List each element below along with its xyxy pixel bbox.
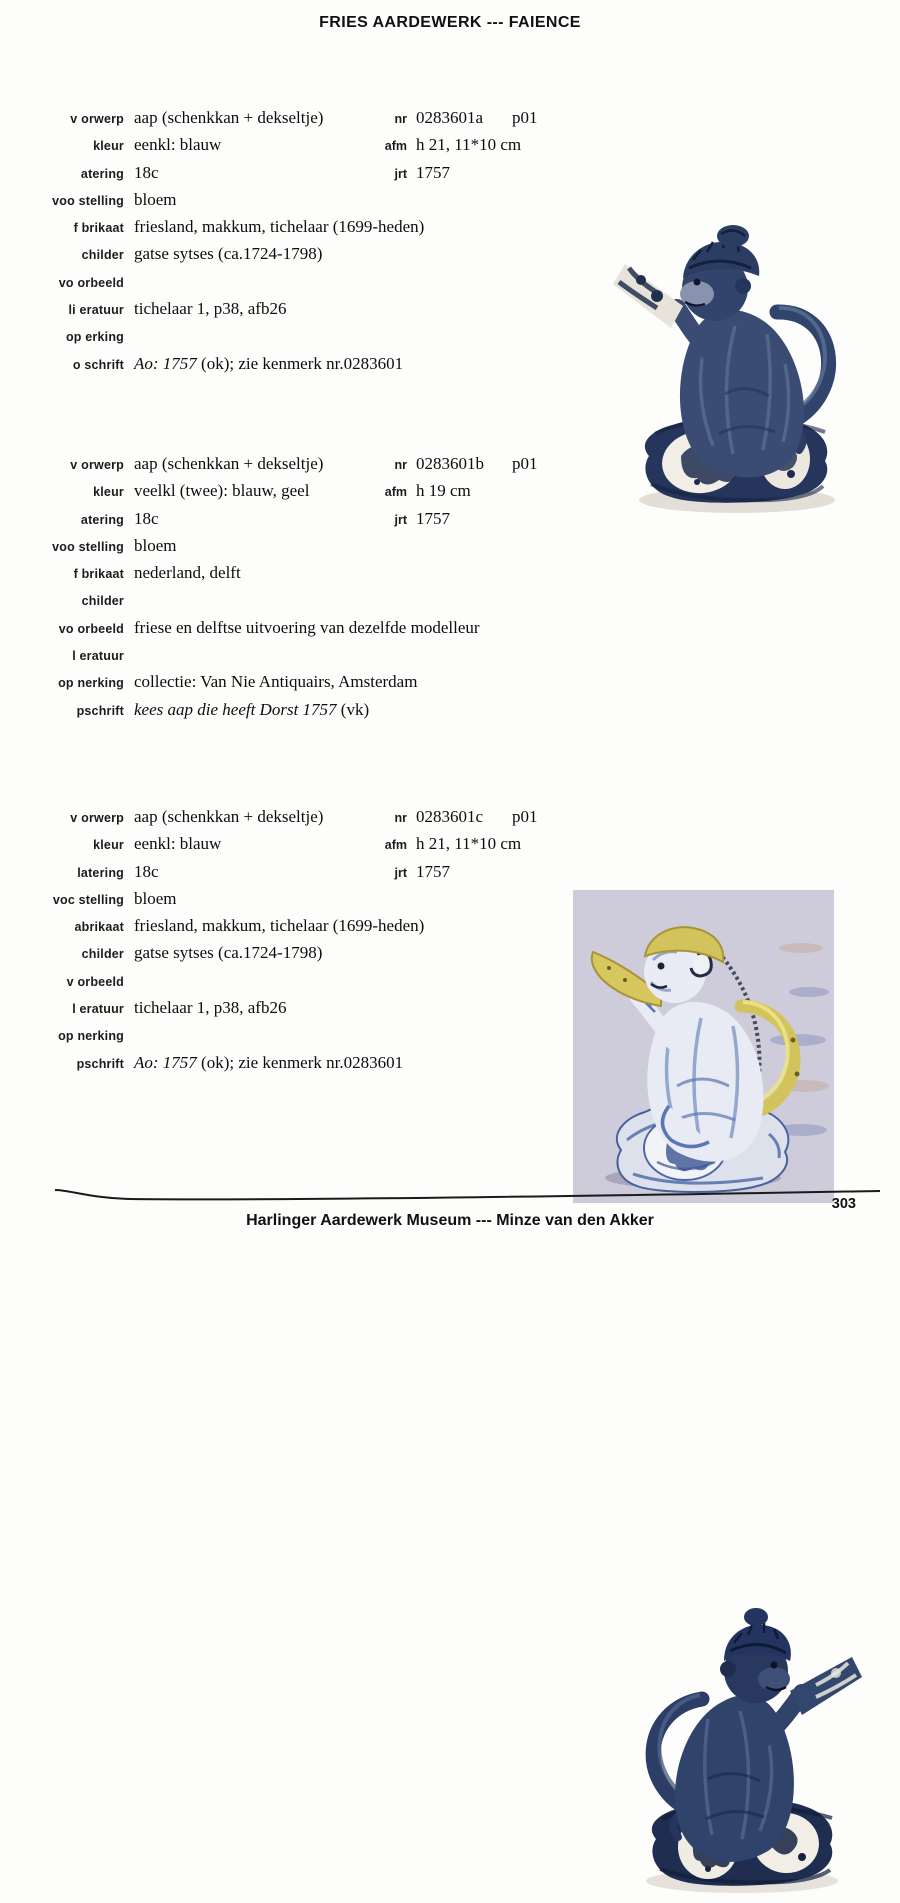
field-label: l eratuur — [72, 649, 124, 664]
field-label: li eratuur — [68, 303, 124, 318]
field-value: Ao: 1757 (ok); zie kenmerk nr.0283601 — [134, 353, 404, 373]
field-label: vo orbeeld — [58, 621, 124, 636]
field-row — [0, 994, 560, 1021]
meta-label: afm — [384, 485, 407, 500]
meta-row — [338, 803, 568, 830]
field-value: eenkl: blauw — [134, 834, 222, 854]
field-label: op nerking — [58, 676, 124, 691]
field-value-italic: kees aap die heeft Dorst 1757 — [134, 699, 337, 719]
field-row — [0, 912, 560, 939]
field-row — [0, 939, 560, 966]
field-value: eenkl: blauw — [134, 135, 222, 155]
catalog-entry-1 — [0, 104, 900, 434]
field-label: voc stelling — [52, 892, 124, 907]
meta-label: jrt — [394, 166, 407, 181]
field-row — [0, 614, 560, 641]
field-row — [0, 213, 560, 240]
field-row — [0, 696, 560, 723]
meta-row — [338, 450, 568, 477]
field-label: childer — [81, 248, 124, 263]
field-value: 18c — [134, 508, 159, 528]
field-label: kleur — [93, 139, 124, 154]
field-row — [0, 350, 560, 377]
meta-row — [338, 477, 568, 504]
field-label: f brikaat — [73, 567, 124, 582]
field-row — [0, 885, 560, 912]
page-title: FRIES AARDEWERK --- FAIENCE — [319, 14, 581, 31]
meta-row — [338, 104, 568, 131]
field-value: aap (schenkkan + dekseltje) — [134, 108, 324, 127]
field-value: gatse sytses (ca.1724-1798) — [134, 244, 323, 264]
field-label: o schrift — [72, 357, 124, 372]
field-value: 18c — [134, 861, 159, 881]
field-value: tichelaar 1, p38, afb26 — [134, 998, 287, 1018]
footer-rule — [0, 1178, 900, 1204]
field-label: atering — [80, 512, 124, 527]
field-label: v orbeeld — [66, 974, 124, 989]
field-value-italic: Ao: 1757 — [134, 1052, 197, 1072]
footer-text: Harlinger Aardewerk Museum --- Minze van den Akker — [246, 1212, 654, 1229]
meta-value: 1757 — [416, 162, 450, 182]
field-label: v orwerp — [70, 458, 124, 472]
meta-label: jrt — [394, 865, 407, 880]
field-value: friesland, makkum, tichelaar (1699-heden) — [134, 916, 425, 936]
catalog-entry-2 — [0, 450, 900, 780]
field-label: atering — [80, 166, 124, 181]
meta-label: nr — [394, 811, 407, 825]
field-label: latering — [77, 865, 124, 880]
meta-list — [338, 104, 568, 186]
field-row — [0, 967, 560, 994]
field-row — [0, 532, 560, 559]
field-value: friesland, makkum, tichelaar (1699-heden) — [134, 217, 425, 237]
field-row — [0, 240, 560, 267]
meta-value: 0283601b — [416, 454, 484, 473]
field-label: voo stelling — [52, 539, 124, 554]
field-label: pschrift — [76, 1056, 124, 1071]
catalog-entry-3 — [0, 803, 900, 1133]
meta-extra: p01 — [512, 807, 538, 826]
field-label: kleur — [93, 485, 124, 500]
field-value-italic: Ao: 1757 — [134, 353, 197, 373]
field-value: gatse sytses (ca.1724-1798) — [134, 943, 323, 963]
meta-value: h 21, 11*10 cm — [416, 135, 522, 155]
field-value: tichelaar 1, p38, afb26 — [134, 299, 287, 319]
field-row — [0, 268, 560, 295]
field-label: abrikaat — [74, 920, 124, 935]
meta-list — [338, 803, 568, 885]
field-label: v orwerp — [70, 112, 124, 126]
field-value: friese en delftse uitvoering van dezelfde modelleur — [134, 617, 480, 637]
meta-value: h 19 cm — [416, 481, 471, 501]
meta-extra: p01 — [512, 454, 538, 473]
meta-value: 1757 — [416, 861, 450, 881]
field-row — [0, 1049, 560, 1076]
field-row — [0, 668, 560, 695]
field-row — [0, 295, 560, 322]
field-label: vo orbeeld — [58, 275, 124, 290]
field-value: veelkl (twee): blauw, geel — [134, 481, 310, 501]
meta-label: afm — [384, 838, 407, 853]
meta-label: jrt — [394, 512, 407, 527]
field-row — [0, 1021, 560, 1048]
field-value: nederland, delft — [134, 563, 241, 583]
meta-row — [338, 858, 568, 885]
field-label: op erking — [65, 330, 124, 345]
field-label: childer — [81, 947, 124, 962]
field-row — [0, 322, 560, 349]
meta-extra: p01 — [512, 108, 538, 127]
meta-value: h 21, 11*10 cm — [416, 834, 522, 854]
meta-value: 1757 — [416, 508, 450, 528]
field-value: Ao: 1757 (ok); zie kenmerk nr.0283601 — [134, 1052, 404, 1072]
field-value: aap (schenkkan + dekseltje) — [134, 454, 324, 473]
meta-row — [338, 159, 568, 186]
field-row — [0, 641, 560, 668]
meta-row — [338, 505, 568, 532]
field-label: op nerking — [58, 1029, 124, 1044]
field-row — [0, 186, 560, 213]
field-value: bloem — [134, 888, 177, 908]
field-label: f brikaat — [73, 221, 124, 236]
meta-label: afm — [384, 139, 407, 154]
field-value: kees aap die heeft Dorst 1757 (vk) — [134, 699, 370, 719]
meta-row — [338, 830, 568, 857]
field-value: collectie: Van Nie Antiquairs, Amsterdam — [134, 672, 418, 692]
field-label: voo stelling — [52, 193, 124, 208]
field-label: pschrift — [76, 703, 124, 718]
meta-label: nr — [394, 458, 407, 472]
field-label: v orwerp — [70, 811, 124, 825]
meta-value: 0283601a — [416, 108, 484, 127]
field-label: childer — [81, 594, 124, 609]
field-label: kleur — [93, 838, 124, 853]
meta-list — [338, 450, 568, 532]
meta-value: 0283601c — [416, 807, 484, 826]
meta-row — [338, 131, 568, 158]
field-value: aap (schenkkan + dekseltje) — [134, 807, 324, 826]
field-row — [0, 559, 560, 586]
meta-label: nr — [394, 112, 407, 126]
field-value: bloem — [134, 189, 177, 209]
page-number: 303 — [831, 1196, 856, 1212]
field-value: bloem — [134, 535, 177, 555]
field-row — [0, 586, 560, 613]
field-value: 18c — [134, 162, 159, 182]
field-label: l eratuur — [72, 1002, 124, 1017]
entry-photo-monkey-jug-blue-right — [590, 1581, 890, 1903]
